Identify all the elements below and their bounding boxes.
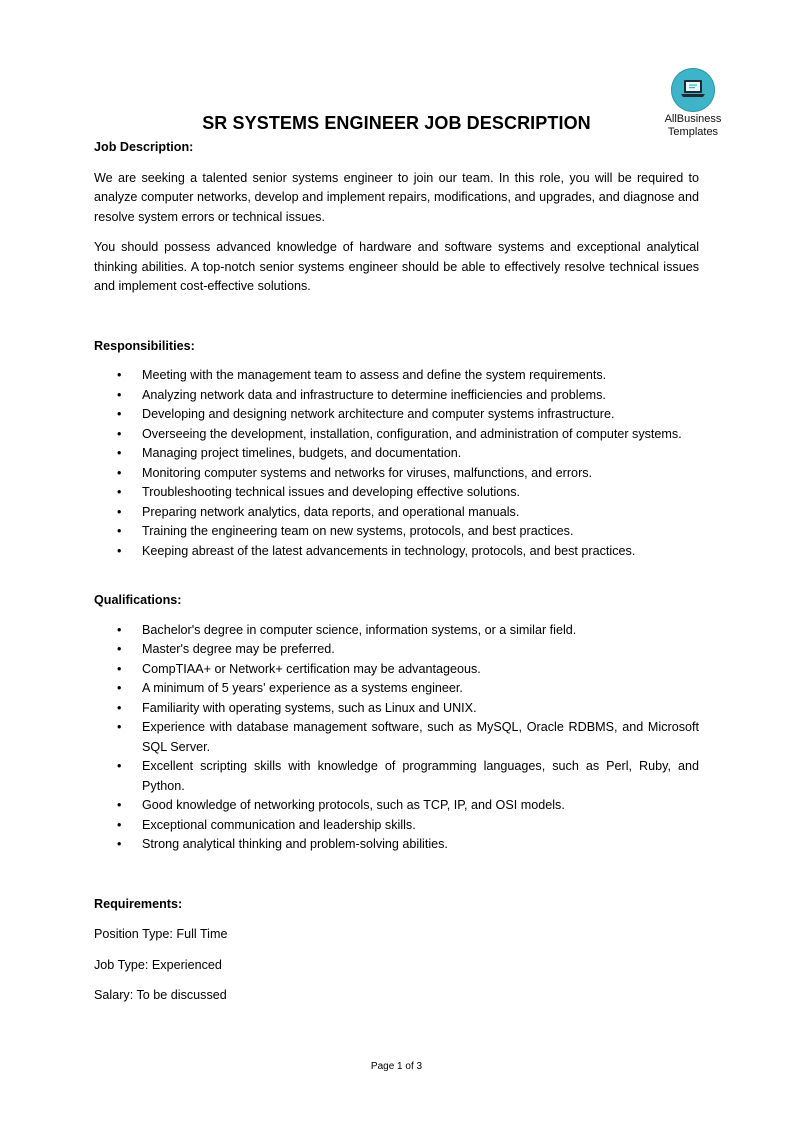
list-item: • Troubleshooting technical issues and developing effective solutions. (94, 483, 699, 503)
requirements-heading: Requirements: (94, 896, 183, 911)
responsibilities-list (94, 366, 699, 561)
bullet: • (117, 700, 122, 715)
bullet: • (117, 485, 122, 499)
job-type: Job Type: Experienced (94, 957, 222, 972)
list-item: • Experience with database management software, such as MySQL, Oracle RDBMS, and Microsoft SQL Server. (117, 720, 699, 754)
page-title: SR SYSTEMS ENGINEER JOB DESCRIPTION (202, 113, 591, 133)
list-item: • Exceptional communication and leadership skills. (94, 816, 699, 836)
list-item: • Good knowledge of networking protocols, such as TCP, IP, and OSI models. (94, 796, 699, 816)
list-item: • Excellent scripting skills with knowledge of programming languages, such as Perl, Ruby, and Python. (117, 759, 699, 793)
bullet: • (117, 387, 122, 402)
bullet: • (117, 759, 122, 773)
bullet: • (117, 368, 122, 382)
list-item: • Managing project timelines, budgets, and documentation. (94, 444, 699, 464)
bullet: • (117, 622, 122, 637)
laptop-icon (671, 68, 715, 112)
list-item: • A minimum of 5 years' experience as a systems engineer. (94, 679, 699, 699)
list-item: • Meeting with the management team to assess and define the system requirements. (94, 366, 699, 386)
list-item: • Master's degree may be preferred. (94, 640, 699, 660)
bullet: • (117, 681, 122, 695)
list-item: • Overseeing the development, installation, configuration, and administration of computer systems. (94, 425, 699, 445)
document-body (94, 138, 699, 1006)
bullet: • (117, 661, 122, 676)
responsibilities-heading: Responsibilities: (94, 338, 195, 353)
bullet: • (117, 817, 122, 832)
bullet: • (117, 837, 122, 851)
page-number: Page 1 of 3 (370, 1061, 423, 1072)
list-item: • Keeping abreast of the latest advancements in technology, protocols, and best practices. (94, 542, 699, 562)
job-description-paragraph-2: You should possess advanced knowledge of hardware and software systems and exceptional analytical thinking abilities. A top-notch senior systems engineer should be able to effectively resolve technical issues and implement cost-effective solutions. (94, 240, 699, 293)
list-item: • Monitoring computer systems and networks for viruses, malfunctions, and errors. (94, 464, 699, 484)
salary: Salary: To be discussed (94, 988, 227, 1002)
bullet: • (117, 720, 122, 734)
bullet: • (117, 446, 122, 460)
job-description-heading: Job Description: (94, 140, 194, 154)
bullet: • (117, 504, 122, 519)
bullet: • (117, 642, 122, 656)
list-item: • Preparing network analytics, data reports, and operational manuals. (94, 503, 699, 523)
bullet: • (117, 426, 122, 441)
list-item: • Strong analytical thinking and problem-solving abilities. (94, 835, 699, 855)
list-item: • Analyzing network data and infrastructure to determine inefficiencies and problems. (94, 386, 699, 406)
logo-text-line1: AllBusiness (664, 113, 722, 125)
job-description-paragraph-1: We are seeking a talented senior systems engineer to join our team. In this role, you will be required to analyze computer networks, develop and implement repairs, modifications, and upgrades, and diagnose and resolve system errors or technical issues. (94, 170, 699, 224)
bullet: • (117, 543, 122, 558)
list-item: • CompTIAA+ or Network+ certification may be advantageous. (94, 660, 699, 680)
bullet: • (117, 524, 122, 538)
qualifications-list (94, 621, 699, 855)
list-item: • Bachelor's degree in computer science, information systems, or a similar field. (94, 621, 699, 641)
qualifications-heading: Qualifications: (94, 593, 182, 607)
list-item: • Developing and designing network architecture and computer systems infrastructure. (94, 405, 699, 425)
bullet: • (117, 465, 122, 480)
logo-text-line2: Templates (667, 126, 719, 138)
position-type: Position Type: Full Time (94, 927, 228, 941)
bullet: • (117, 407, 122, 421)
list-item: • Training the engineering team on new systems, protocols, and best practices. (94, 522, 699, 542)
list-item: • Familiarity with operating systems, such as Linux and UNIX. (94, 699, 699, 719)
bullet: • (117, 798, 122, 812)
